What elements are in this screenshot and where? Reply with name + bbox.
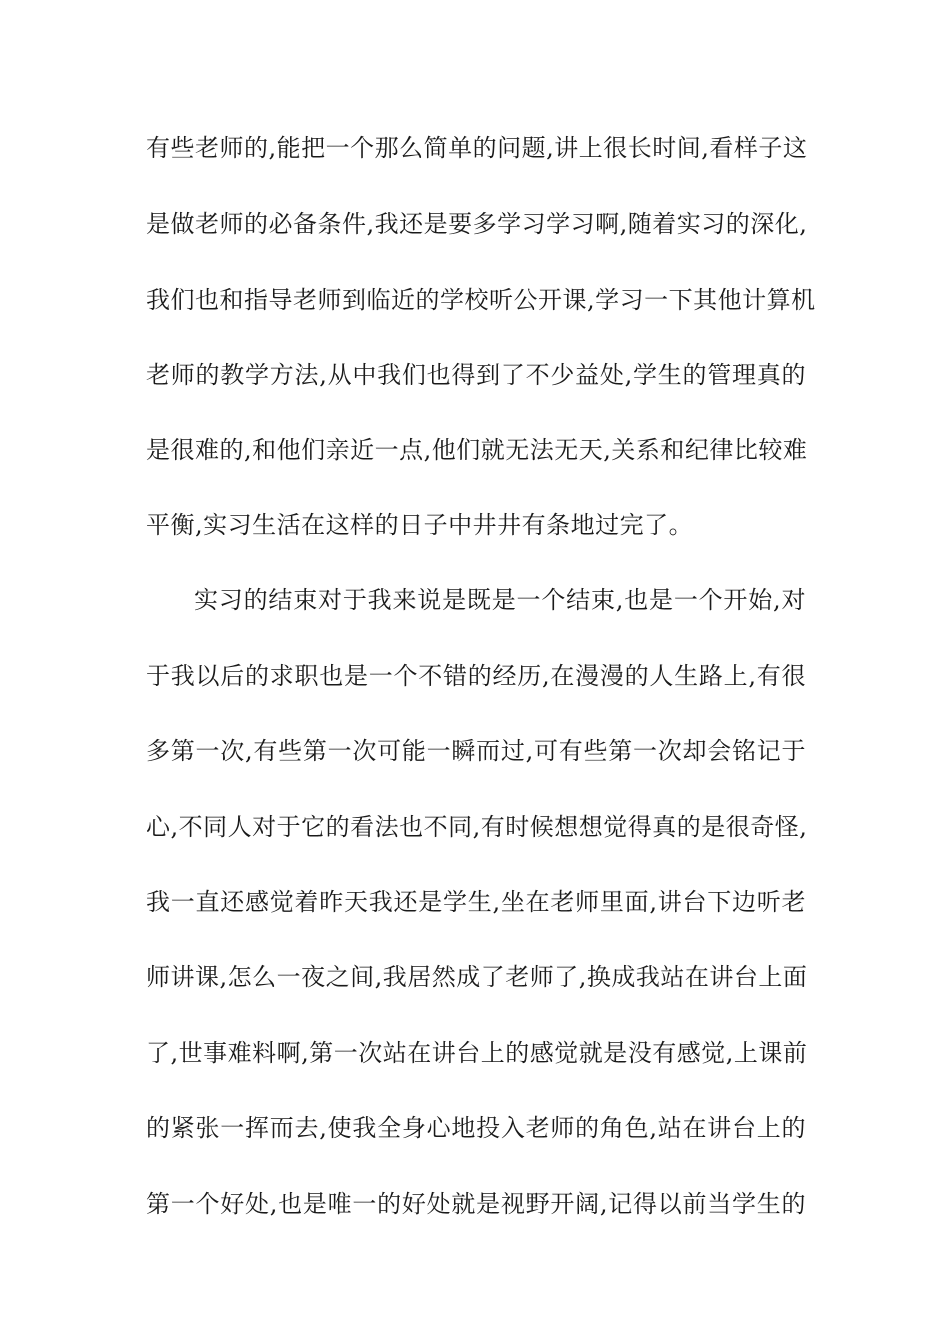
text-line-10: 心,不同人对于它的看法也不同,有时候想想觉得真的是很奇怪, — [146, 813, 808, 841]
text-line-6: 平衡,实习生活在这样的日子中井井有条地过完了。 — [146, 511, 694, 539]
text-line-15: 第一个好处,也是唯一的好处就是视野开阔,记得以前当学生的 — [146, 1190, 806, 1218]
text-line-4: 老师的教学方法,从中我们也得到了不少益处,学生的管理真的 — [146, 361, 806, 389]
text-line-1: 有些老师的,能把一个那么简单的问题,讲上很长时间,看样子这 — [146, 134, 808, 162]
text-line-9: 多第一次,有些第一次可能一瞬而过,可有些第一次却会铭记于 — [146, 737, 806, 765]
text-line-8: 于我以后的求职也是一个不错的经历,在漫漫的人生路上,有很 — [146, 662, 806, 690]
text-line-11: 我一直还感觉着昨天我还是学生,坐在老师里面,讲台下边听老 — [146, 888, 806, 916]
text-line-13: 了,世事难料啊,第一次站在讲台上的感觉就是没有感觉,上课前 — [146, 1039, 808, 1067]
text-line-2: 是做老师的必备条件,我还是要多学习学习啊,随着实习的深化, — [146, 210, 808, 238]
text-line-5: 是很难的,和他们亲近一点,他们就无法无天,关系和纪律比较难 — [146, 436, 808, 464]
text-line-7: 实习的结束对于我来说是既是一个结束,也是一个开始,对 — [194, 586, 806, 614]
text-line-14: 的紧张一挥而去,使我全身心地投入老师的角色,站在讲台上的 — [146, 1114, 806, 1142]
text-line-3: 我们也和指导老师到临近的学校听公开课,学习一下其他计算机 — [146, 286, 816, 314]
text-line-12: 师讲课,怎么一夜之间,我居然成了老师了,换成我站在讲台上面 — [146, 963, 808, 991]
